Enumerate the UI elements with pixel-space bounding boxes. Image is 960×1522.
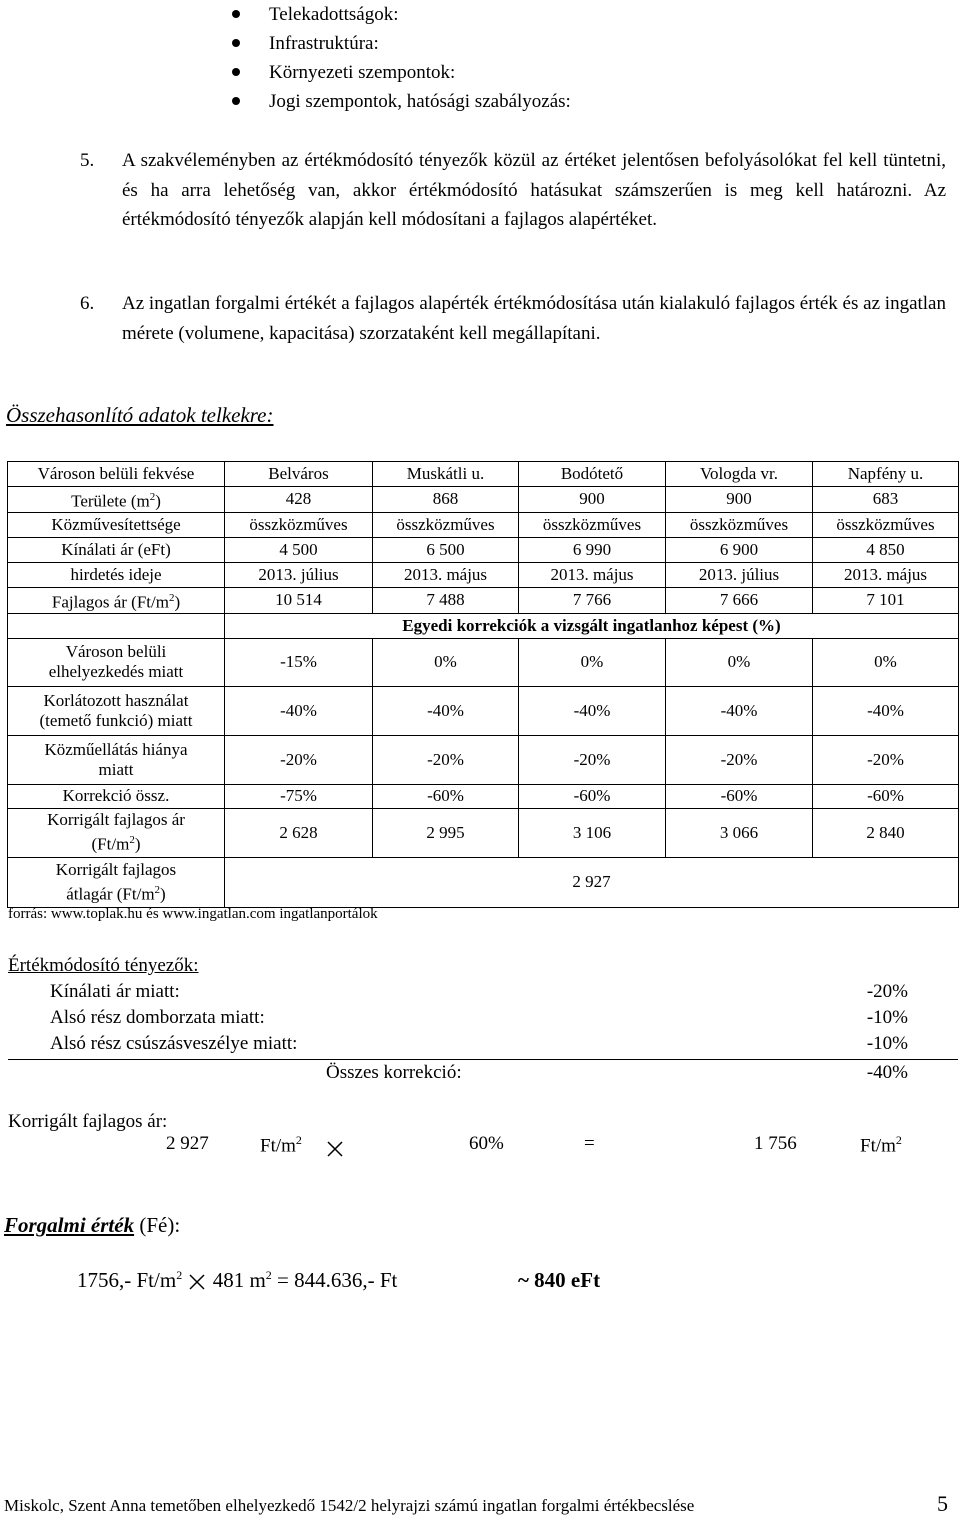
- table-cell: 0%: [666, 638, 813, 686]
- table-cell: 7 766: [519, 587, 666, 613]
- table-cell: -20%: [519, 735, 666, 784]
- bullet-item: Környezeti szempontok:: [232, 58, 571, 87]
- approx-value: ~ 840 eFt: [518, 1268, 601, 1292]
- result-unit: $Ft/m^2$: [860, 1133, 902, 1157]
- table-cell: Közművesítettsége: [8, 512, 225, 537]
- factor-total-value: -40%: [866, 1062, 908, 1083]
- table-cell: -20%: [373, 735, 519, 784]
- base-unit: $Ft/m^2$: [260, 1133, 302, 1157]
- table-cell: 428: [225, 487, 373, 513]
- table-cell: összközműves: [519, 512, 666, 537]
- table-cell: Korlátozott használat (temető funkció) miatt: [8, 686, 225, 735]
- table-cell: Bodótető: [519, 462, 666, 487]
- table-cell: -40%: [519, 686, 666, 735]
- table-row: [8, 562, 959, 587]
- table-cell: 2 840: [813, 808, 959, 857]
- table-cell: -40%: [373, 686, 519, 735]
- page-number: 5: [937, 1491, 948, 1516]
- table-cell: Belváros: [225, 462, 373, 487]
- factor-row: [8, 1031, 958, 1057]
- table-row: [8, 512, 959, 537]
- table-cell: Korrekció össz.: [8, 784, 225, 808]
- paragraph-text: Az ingatlan forgalmi értékét a fajlagos alapérték értékmódosítása után kialakuló fajlagos érték és az ingatlan mérete (volumene, kapacitása) szorzataként kell megállapítani.: [122, 293, 946, 344]
- average-value: 2 927: [225, 857, 959, 907]
- factor-total-label: Összes korrekció:: [326, 1062, 462, 1083]
- factor-label: Kínálati ár miatt:: [50, 981, 180, 1002]
- table-row: [8, 613, 959, 638]
- corrections-title: Egyedi korrekciók a vizsgált ingatlanhoz képest (%): [225, 613, 959, 638]
- factors-section: [8, 953, 958, 1085]
- table-cell: összközműves: [225, 512, 373, 537]
- table-cell: 2013. július: [666, 562, 813, 587]
- corrected-price-calc: [0, 1133, 960, 1163]
- comparison-title: Összehasonlító adatok telkekre:: [6, 403, 274, 427]
- corrected-price-title: Korrigált fajlagos ár:: [8, 1111, 168, 1132]
- multiply-icon: [325, 1137, 345, 1159]
- table-cell: Városon belüli elhelyezkedés miatt: [8, 638, 225, 686]
- table-cell: Kínálati ár (eFt): [8, 537, 225, 562]
- table-cell: 7 101: [813, 587, 959, 613]
- table-cell: -40%: [225, 686, 373, 735]
- paragraph-number: 6.: [80, 293, 95, 314]
- table-row: [8, 808, 959, 857]
- table-cell: 0%: [813, 638, 959, 686]
- table-cell: [8, 613, 225, 638]
- table-cell: 10 514: [225, 587, 373, 613]
- table-cell: 2 995: [373, 808, 519, 857]
- table-cell: 6 990: [519, 537, 666, 562]
- table-row: [8, 462, 959, 487]
- table-row: [8, 537, 959, 562]
- table-cell: 868: [373, 487, 519, 513]
- table-cell: Napfény u.: [813, 462, 959, 487]
- table-cell: -75%: [225, 784, 373, 808]
- table-cell: hirdetés ideje: [8, 562, 225, 587]
- factor-value: -10%: [866, 1007, 908, 1028]
- table-row: [8, 735, 959, 784]
- table-cell: -40%: [813, 686, 959, 735]
- equals-sign: =: [584, 1133, 595, 1154]
- source-note: forrás: www.toplak.hu és www.ingatlan.com ingatlanportálok: [8, 906, 378, 922]
- table-cell: Vologda vr.: [666, 462, 813, 487]
- market-value-calc: 1756,- $Ft/m^2$ 481 $m^2 = 844.636,-$ Ft ~ 840 eFt: [77, 1268, 601, 1292]
- table-cell: 2013. május: [519, 562, 666, 587]
- table-cell: -60%: [519, 784, 666, 808]
- footer-text: Miskolc, Szent Anna temetőben elhelyezkedő 1542/2 helyrajzi számú ingatlan forgalmi értékbecslése: [4, 1496, 695, 1515]
- bullet-item: Infrastruktúra:: [232, 29, 571, 58]
- table-cell: összközműves: [373, 512, 519, 537]
- table-row: [8, 638, 959, 686]
- paragraph-text: A szakvéleményben az értékmódosító tényezők közül az értéket jelentősen befolyásolókat fel kell tüntetni, és ha arra lehetőség van, akkor értékmódosító hatásukat számszerűen is meg kell határozni. Az értékmódosító tényezők alapján kell módosítani a fajlagos alapértéket.: [122, 150, 946, 230]
- table-cell: 7 666: [666, 587, 813, 613]
- page-footer: [4, 1491, 948, 1516]
- table-row: [8, 857, 959, 907]
- table-cell: 2013. július: [225, 562, 373, 587]
- table-cell: -20%: [813, 735, 959, 784]
- table-row: [8, 784, 959, 808]
- table-row: [8, 587, 959, 613]
- bullet-list: [232, 0, 571, 116]
- table-cell: 683: [813, 487, 959, 513]
- table-cell: Közműellátás hiánya miatt: [8, 735, 225, 784]
- table-cell: 7 488: [373, 587, 519, 613]
- table-cell: Városon belüli fekvése: [8, 462, 225, 487]
- table-cell: Területe $(m^2)$: [8, 487, 225, 513]
- bullet-item: Telekadottságok:: [232, 0, 571, 29]
- factor-label: Alsó rész domborzata miatt:: [50, 1007, 265, 1028]
- table-cell: 3 066: [666, 808, 813, 857]
- table-cell: -60%: [813, 784, 959, 808]
- table-cell: 900: [666, 487, 813, 513]
- factors-title: Értékmódosító tényezők:: [8, 955, 199, 976]
- comparison-table: [7, 461, 959, 908]
- table-cell: 900: [519, 487, 666, 513]
- table-cell: 2013. május: [373, 562, 519, 587]
- table-row: [8, 487, 959, 513]
- table-row: [8, 686, 959, 735]
- table-cell: Fajlagos ár $(Ft/m^2)$: [8, 587, 225, 613]
- table-cell: -15%: [225, 638, 373, 686]
- base-value: 2 927: [166, 1133, 209, 1154]
- table-cell: -40%: [666, 686, 813, 735]
- factor-value: -10%: [866, 1033, 908, 1054]
- table-cell: -20%: [225, 735, 373, 784]
- factor-value: -20%: [866, 981, 908, 1002]
- bullet-item: Jogi szempontok, hatósági szabályozás:: [232, 87, 571, 116]
- paragraph-number: 5.: [80, 150, 95, 171]
- factor-total-row: [8, 1059, 958, 1085]
- paragraph-5: [80, 146, 946, 235]
- multiply-icon: [187, 1272, 207, 1292]
- table-cell: összközműves: [666, 512, 813, 537]
- table-cell: Korrigált fajlagos átlagár $(Ft/m^2)$: [8, 857, 225, 907]
- table-cell: 0%: [519, 638, 666, 686]
- result-value: 1 756: [754, 1133, 797, 1154]
- table-cell: 2 628: [225, 808, 373, 857]
- table-cell: 4 500: [225, 537, 373, 562]
- table-cell: 3 106: [519, 808, 666, 857]
- market-value-title: Forgalmi érték (Fé):: [4, 1213, 181, 1237]
- table-cell: -60%: [373, 784, 519, 808]
- table-cell: 4 850: [813, 537, 959, 562]
- percent-value: 60%: [469, 1133, 504, 1154]
- table-cell: -60%: [666, 784, 813, 808]
- table-cell: 2013. május: [813, 562, 959, 587]
- table-cell: összközműves: [813, 512, 959, 537]
- factor-row: [8, 1005, 958, 1031]
- table-cell: 6 900: [666, 537, 813, 562]
- table-cell: 0%: [373, 638, 519, 686]
- factor-row: [8, 979, 958, 1005]
- factor-label: Alsó rész csúszásveszélye miatt:: [50, 1033, 298, 1054]
- table-cell: Muskátli u.: [373, 462, 519, 487]
- table-cell: Korrigált fajlagos ár $(Ft/m^2)$: [8, 808, 225, 857]
- table-cell: -20%: [666, 735, 813, 784]
- table-cell: 6 500: [373, 537, 519, 562]
- paragraph-6: [80, 289, 946, 348]
